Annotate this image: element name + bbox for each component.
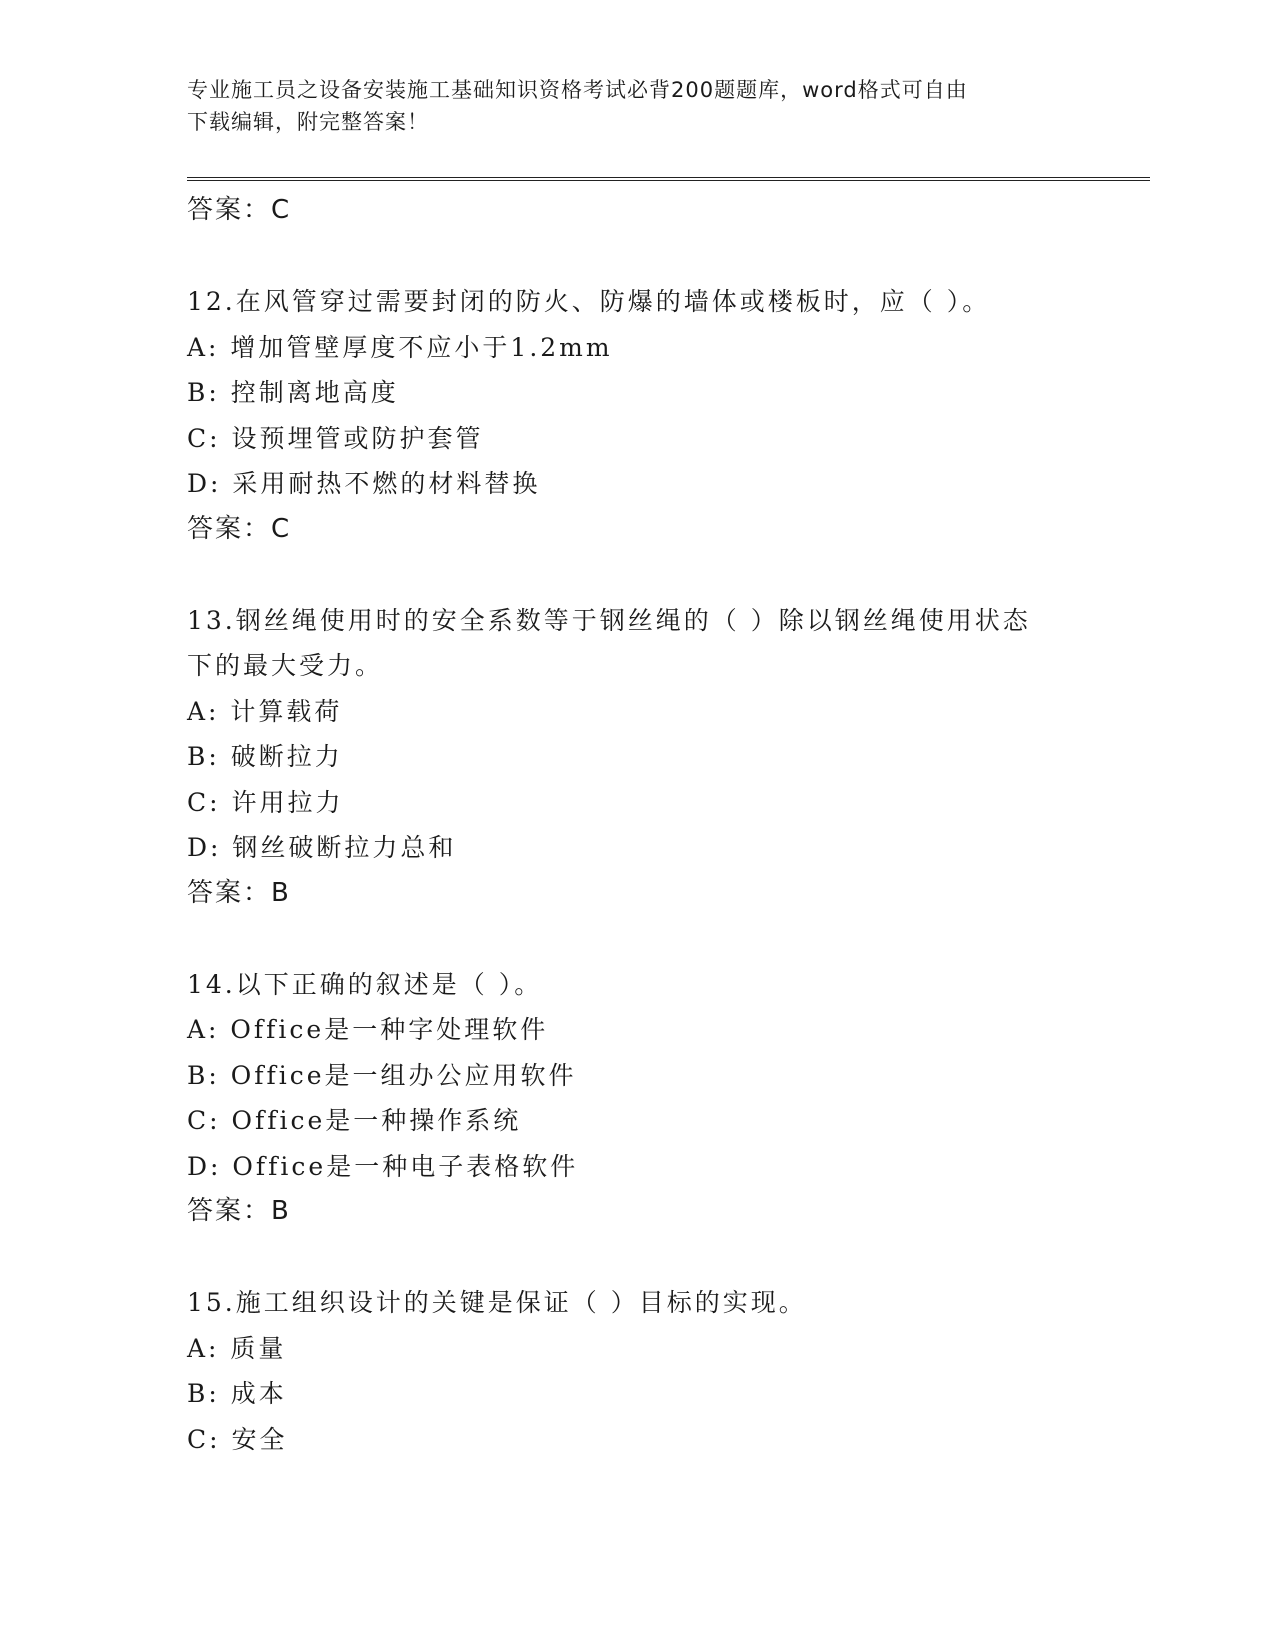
answer-line: 答案：B xyxy=(187,877,291,908)
answer-line: 答案：B xyxy=(187,1196,291,1226)
option-a: A: 增加管壁厚度不应小于1.2mm xyxy=(187,332,613,362)
option-b: B: 成本 xyxy=(187,1379,287,1408)
question-stem: 15.施工组织设计的关键是保证（ ）目标的实现。 xyxy=(187,1288,807,1317)
question-stem: 14.以下正确的叙述是（ ）。 xyxy=(187,969,543,999)
question-stem-continued: 下的最大受力。 xyxy=(187,651,384,680)
option-c: C: Office是一种操作系统 xyxy=(187,1106,522,1135)
question-stem: 12.在风管穿过需要封闭的防火、防爆的墙体或楼板时，应（ ）。 xyxy=(187,287,991,316)
option-d: D: 钢丝破断拉力总和 xyxy=(187,833,457,862)
option-c: C: 设预埋管或防护套管 xyxy=(187,423,484,453)
answer-line: 答案：C xyxy=(187,513,292,544)
header-line-1: 专业施工员之设备安装施工基础知识资格考试必背200题题库，word格式可自由 xyxy=(187,78,968,102)
question-12 xyxy=(187,279,1127,552)
question-14 xyxy=(187,962,1127,1235)
option-a: A: Office是一种字处理软件 xyxy=(187,1015,549,1044)
question-stem: 13.钢丝绳使用时的安全系数等于钢丝绳的（ ）除以钢丝绳使用状态 xyxy=(187,605,1031,635)
question-13 xyxy=(187,598,1127,917)
question-list xyxy=(187,188,1127,1462)
option-a: A: 质量 xyxy=(187,1333,287,1363)
option-b: B: Office是一组办公应用软件 xyxy=(187,1060,577,1090)
option-b: B: 控制离地高度 xyxy=(187,378,399,407)
spacer xyxy=(187,552,1127,598)
answer-line: 答案：C xyxy=(187,195,292,225)
spacer xyxy=(187,1235,1127,1281)
option-c: C: 安全 xyxy=(187,1424,288,1454)
option-d: D: 采用耐热不燃的材料替换 xyxy=(187,469,541,498)
page-header xyxy=(187,74,1067,138)
spacer xyxy=(187,916,1127,962)
option-a: A: 计算载荷 xyxy=(187,696,343,726)
question-15 xyxy=(187,1280,1127,1462)
option-b: B: 破断拉力 xyxy=(187,742,343,771)
spacer xyxy=(187,234,1127,280)
option-d: D: Office是一种电子表格软件 xyxy=(187,1151,579,1181)
header-divider xyxy=(187,177,1150,181)
option-c: C: 许用拉力 xyxy=(187,787,344,817)
header-line-2: 下载编辑，附完整答案！ xyxy=(187,110,429,134)
